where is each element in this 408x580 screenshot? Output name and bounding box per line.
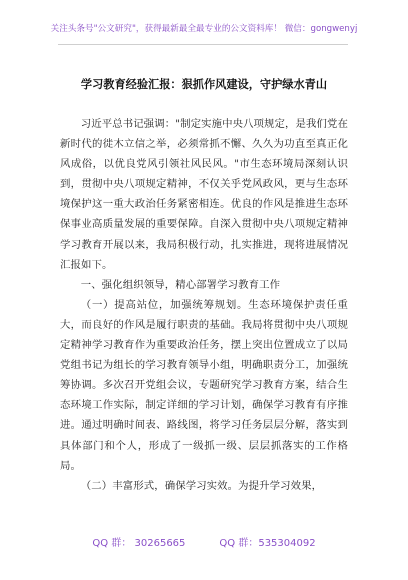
qq-group-2: QQ 群：535304092: [219, 538, 316, 549]
document-title: 学习教育经验汇报：狠抓作风建设，守护绿水青山: [80, 77, 328, 91]
document-body: [60, 114, 348, 496]
paragraph-1-1: （一）提高站位，加强统筹规划。生态环境保护责任重大，而良好的作风是履行职责的基础。我局将贯彻中央八项规定精神学习教育作为重要政治任务，摆上突出位置成立了以局党组书记为组长的学习教育领导小组，明确职责分工，加强统筹协调。多次召开党组会议，专题研究学习教育方案，结合生态环境工作实际，制定详细的学习计划，确保学习教育有序推进。通过明确时间表、路线图，将学习任务层层分解，落实到具体部门和个人，形成了一级抓一级、层层抓落实的工作格局。: [60, 298, 348, 472]
footer-contact: [0, 534, 408, 549]
qq-group-1: QQ 群： 30265665: [92, 538, 186, 549]
paragraph-intro: 习近平总书记强调："制定实施中央八项规定，是我们党在新时代的徙木立信之举，必须常抓不懈、久久为功直至真正化风成俗，以优良党风引领社风民风。"市生态环境局深刻认识到，贯彻中央八项规定精神，不仅关乎党风政风，更与生态环境保护这一重大政治任务紧密相连。优良的作风是推进生态环保事业高质量发展的重要保障。自深入贯彻中央八项规定精神学习教育开展以来，我局积极行动，扎实推进，现将进展情况汇报如下。: [60, 118, 348, 271]
section-heading-1: 一、强化组织领导，精心部署学习教育工作: [80, 278, 281, 291]
header-banner: 关注头条号"公文研究"，获得最新最全最专业的公文资料库！ 微信：gongwenyj: [50, 24, 358, 34]
paragraph-1-2: （二）丰富形式，确保学习实效。为提升学习效果，: [80, 479, 323, 492]
header-divider: [58, 44, 348, 45]
